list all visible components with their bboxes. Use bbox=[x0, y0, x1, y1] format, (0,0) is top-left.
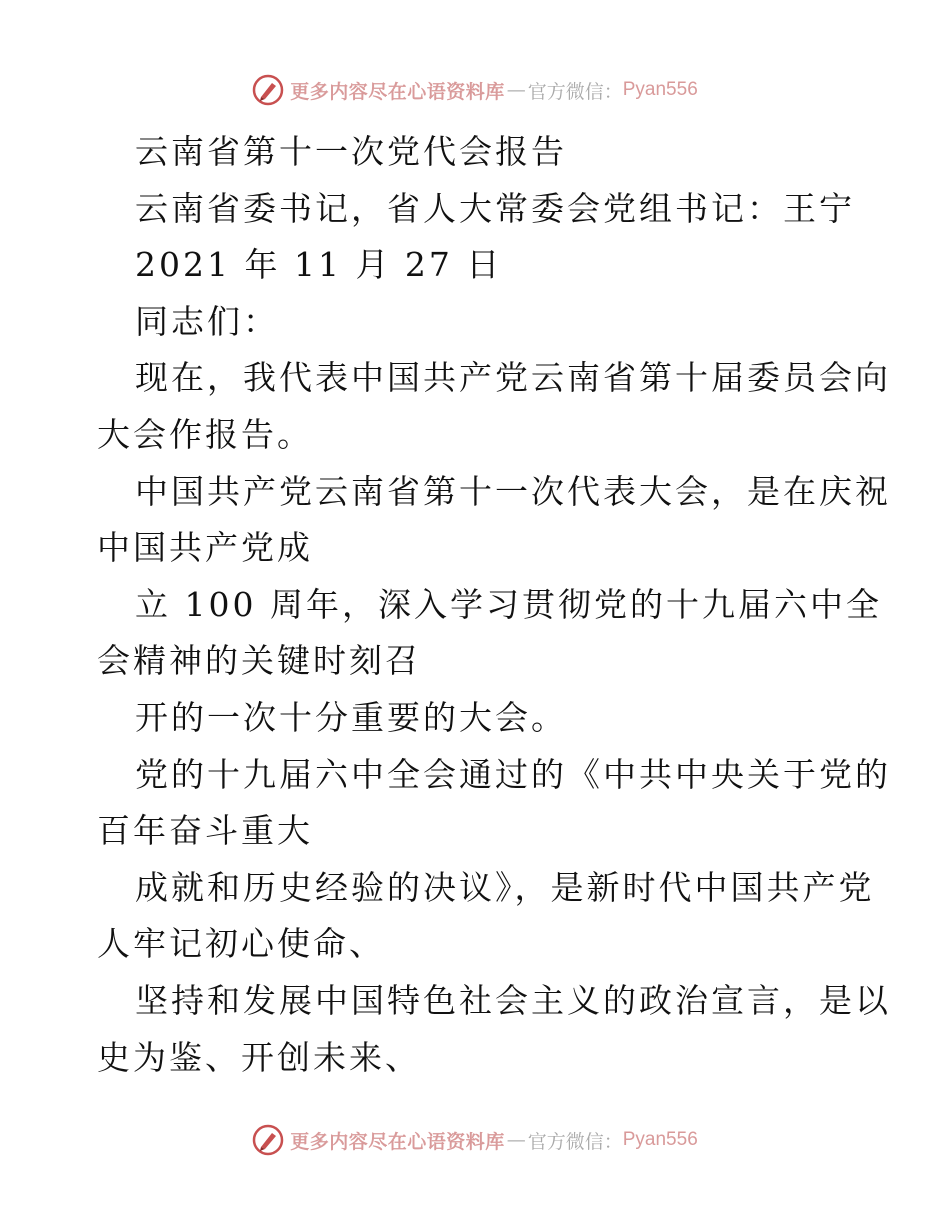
text-line: 同志们： bbox=[135, 301, 279, 341]
watermark-brand: 更多内容尽在心语资料库 bbox=[290, 1130, 505, 1153]
text-line: 云南省委书记，省人大常委会党组书记：王宁 bbox=[135, 188, 855, 228]
text-line: 会精神的关键时刻召 bbox=[97, 641, 421, 681]
text-line: 中国共产党云南省第十一次代表大会，是在庆祝 bbox=[135, 471, 891, 511]
watermark-wechat-handle: Pyan556 bbox=[622, 79, 698, 100]
text-line: 百年奋斗重大 bbox=[97, 811, 313, 851]
text-line: 党的十九届六中全会通过的《中共中央关于党的 bbox=[135, 754, 891, 794]
text-line: 成就和历史经验的决议》，是新时代中国共产党 bbox=[135, 867, 875, 907]
watermark-wechat-label: 官方微信： bbox=[527, 80, 623, 103]
text-line: 史为鉴、开创未来、 bbox=[97, 1037, 421, 1077]
pen-logo-icon bbox=[252, 1124, 284, 1156]
text-line: 中国共产党成 bbox=[97, 528, 313, 568]
watermark-wechat-label: 官方微信： bbox=[527, 1130, 623, 1153]
watermark-brand: 更多内容尽在心语资料库 bbox=[290, 80, 505, 103]
text-line: 坚持和发展中国特色社会主义的政治宣言，是以 bbox=[135, 980, 891, 1020]
watermark-dash: — bbox=[506, 79, 526, 101]
text-line: 2021 年 11 月 27 日 bbox=[135, 245, 503, 285]
text-line: 人牢记初心使命、 bbox=[97, 924, 385, 964]
text-line: 大会作报告。 bbox=[97, 414, 313, 454]
text-line: 云南省第十一次党代会报告 bbox=[135, 132, 567, 171]
watermark-wechat-handle: Pyan556 bbox=[622, 1129, 698, 1150]
text-line: 立 100 周年，深入学习贯彻党的十九届六中全 bbox=[135, 584, 882, 624]
text-line: 开的一次十分重要的大会。 bbox=[135, 697, 567, 737]
header-watermark bbox=[0, 70, 950, 110]
pen-logo-icon bbox=[252, 74, 284, 106]
document-body bbox=[97, 124, 891, 1086]
text-line: 现在，我代表中国共产党云南省第十届委员会向 bbox=[135, 358, 891, 398]
footer-watermark bbox=[0, 1120, 950, 1160]
watermark-dash: — bbox=[506, 1129, 526, 1151]
